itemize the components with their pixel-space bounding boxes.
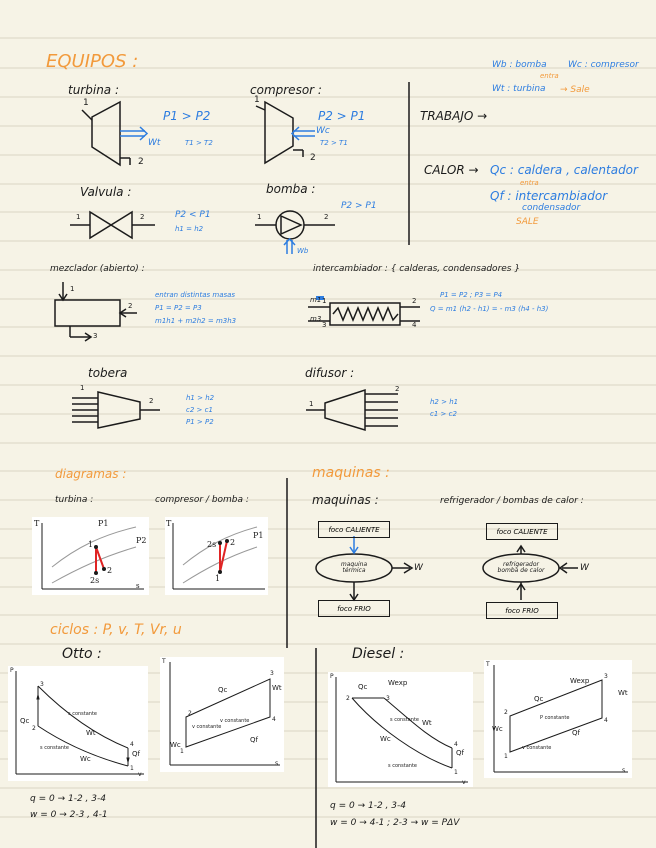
mezclador-note3: m1h1 + m2h2 = m3h3 [155, 317, 237, 325]
diesel-pv-wt: Wt [422, 719, 432, 727]
ts-turbina-axis-t: T [34, 519, 40, 528]
diesel-ts-pt4: 4 [604, 717, 608, 724]
turbina-rel: P1 > P2 [163, 109, 211, 123]
turbina-temp: T1 > T2 [185, 139, 213, 147]
difusor-rel1: h2 > h1 [430, 398, 459, 406]
otto-ts-const-v2: v constante [220, 718, 250, 724]
valvula-rel2: h1 = h2 [175, 225, 204, 233]
intercambiador-n4: 4 [412, 321, 417, 329]
tobera-rel3: P1 > P2 [186, 418, 214, 426]
diesel-q-note: q = 0 → 1-2 , 3-4 [330, 801, 406, 811]
diagramas-turbina: turbina : [55, 495, 94, 505]
calor-label: CALOR → [424, 163, 479, 177]
turbina-title: turbina : [68, 83, 120, 97]
legend-wt-sub: → Sale [560, 85, 590, 95]
otto-ts-axis-t: T [162, 658, 166, 665]
refrig-foco-frio: foco FRIO [486, 602, 558, 619]
diesel-pv-pt4: 4 [454, 741, 458, 748]
ciclos-title: ciclos : P, v, T, Vr, u [50, 622, 182, 638]
diagramas-compresor: compresor / bomba : [155, 495, 249, 505]
refrig-refrigerador: refrigerador bomba de calor [497, 561, 545, 574]
legend-wc: Wc : compresor [568, 60, 639, 70]
refrig-foco-caliente: foco CALIENTE [486, 523, 558, 540]
mezclador-note2: P1 = P2 = P3 [155, 304, 202, 312]
maquinas-sub2: refrigerador / bombas de calor : [440, 496, 584, 506]
otto-ts-wt: Wt [272, 684, 282, 692]
ts-turbina-diagram [32, 517, 149, 595]
difusor-title: difusor : [305, 366, 355, 380]
calor-qc: Qc : caldera , calentador [490, 163, 638, 177]
diesel-pv-axis-v: v [462, 779, 466, 786]
ts-compresor-pt2: 2 [230, 538, 236, 547]
diesel-pv-wexp: Wexp [388, 679, 408, 687]
tobera-n1: 1 [80, 384, 85, 392]
calor-qc-sub: entra [520, 179, 539, 187]
otto-ts-diagram [160, 657, 284, 772]
otto-ts-pt2: 2 [188, 710, 192, 717]
tobera-title: tobera [88, 366, 128, 380]
compresor-rel: P2 > P1 [318, 109, 366, 123]
intercambiador-rel1: P1 = P2 ; P3 = P4 [440, 291, 503, 299]
otto-pv-pt3: 3 [40, 681, 44, 688]
otto-pv-axis-p: P [10, 667, 14, 674]
mezclador-n3: 3 [93, 332, 98, 340]
calor-qf2: condensador [522, 203, 581, 213]
otto-ts-pt3: 3 [270, 670, 274, 677]
ts-turbina-axis-s: s [136, 582, 140, 590]
diesel-ts-axis-s: s [622, 767, 626, 774]
otto-pv-qf: Qf [132, 750, 140, 758]
diesel-ts-diagram [484, 660, 632, 778]
diesel-pv-wc: Wc [380, 735, 391, 743]
diesel-ts-wc: Wc [492, 725, 503, 733]
diesel-w-note: w = 0 → 4-1 ; 2-3 → w = PΔV [330, 818, 460, 828]
otto-pv-wt: Wt [86, 729, 96, 737]
ts-compresor-pt2s: 2s [207, 540, 217, 549]
valvula-n1: 1 [76, 213, 81, 221]
calor-qf: Qf : intercambiador [490, 189, 608, 203]
motor-maquina-termica: maquina térmica [340, 561, 368, 574]
bomba-work: Wb [297, 247, 309, 255]
ts-turbina-p1: P1 [98, 519, 109, 528]
turbina-work: Wt [148, 138, 161, 148]
otto-pv-const-s2: s constante [40, 745, 70, 751]
diesel-pv-axis-p: P [330, 673, 334, 680]
otto-title: Otto : [62, 646, 102, 662]
otto-pv-qc: Qc [20, 717, 30, 725]
turbina-n2: 2 [138, 157, 144, 167]
ts-compresor-pt1: 1 [215, 574, 221, 583]
diesel-ts-pt1: 1 [504, 753, 508, 760]
mezclador-note1: entran distintas masas [155, 291, 236, 299]
bomba-rel: P2 > P1 [341, 201, 377, 211]
tobera-rel1: h1 > h2 [186, 394, 215, 402]
ts-compresor-axis-t: T [166, 519, 172, 528]
diesel-ts-wexp: Wexp [570, 677, 590, 685]
heading-equipos: EQUIPOS : [46, 51, 139, 72]
tobera-n2: 2 [149, 397, 154, 405]
diesel-ts-const-p: P constante [540, 715, 570, 721]
otto-w-note: w = 0 → 2-3 , 4-1 [30, 810, 108, 820]
refrig-w-in: W [580, 563, 589, 573]
otto-ts-const-v: v constante [192, 724, 222, 730]
diesel-ts-wt: Wt [618, 689, 628, 697]
legend-wt: Wt : turbina [492, 84, 546, 94]
diesel-pv-qc: Qc [358, 683, 368, 691]
valvula-title: Valvula : [80, 185, 132, 199]
diesel-pv-pt2: 2 [346, 695, 350, 702]
compresor-temp: T2 > T1 [320, 139, 348, 147]
legend-wb: Wb : bomba [492, 60, 547, 70]
bomba-n1: 1 [257, 213, 262, 221]
bomba-n2: 2 [324, 213, 329, 221]
diesel-ts-pt2: 2 [504, 709, 508, 716]
legend-wb-sub: entra [540, 72, 559, 80]
otto-pv-axis-v: v [138, 771, 142, 778]
motor-foco-frio: foco FRIO [318, 600, 390, 617]
otto-pv-const-s: s constante [68, 711, 98, 717]
diesel-pv-qf: Qf [456, 749, 464, 757]
difusor-n1: 1 [309, 400, 314, 408]
otto-q-note: q = 0 → 1-2 , 3-4 [30, 794, 106, 804]
otto-ts-axis-s: s [275, 760, 279, 767]
intercambiador-n1: 1 [322, 297, 327, 305]
intercambiador-n2: 2 [412, 297, 417, 305]
motor-foco-caliente: foco CALIENTE [318, 521, 390, 538]
diagramas-title: diagramas : [55, 467, 127, 481]
diesel-title: Diesel : [352, 646, 405, 662]
intercambiador-n3: 3 [322, 321, 327, 329]
compresor-n1: 1 [254, 95, 260, 105]
compresor-work: Wc [316, 126, 330, 136]
maquinas-sub1: maquinas : [312, 493, 379, 507]
ts-compresor-p1: P1 [253, 531, 264, 540]
otto-ts-qc: Qc [218, 686, 228, 694]
diesel-pv-pt3: 3 [386, 695, 390, 702]
maquinas-title: maquinas : [312, 465, 390, 481]
trabajo-label: TRABAJO → [420, 109, 488, 123]
diesel-ts-qc: Qc [534, 695, 544, 703]
ts-turbina-pt2: 2 [107, 566, 113, 575]
tobera-rel2: c2 > c1 [186, 406, 213, 414]
otto-pv-pt4: 4 [130, 741, 134, 748]
diesel-pv-const-s: s constante [390, 717, 420, 723]
otto-pv-diagram [8, 666, 148, 781]
mezclador-title: mezclador (abierto) : [50, 264, 145, 274]
intercambiador-m1: m1 [310, 296, 322, 304]
otto-ts-pt1: 1 [180, 748, 184, 755]
intercambiador-rel2: Q = m1 (h2 - h1) = - m3 (h4 - h3) [430, 305, 549, 313]
difusor-rel2: c1 > c2 [430, 410, 457, 418]
intercambiador-title: intercambiador : { calderas, condensadores } [313, 264, 521, 274]
otto-ts-wc: Wc [170, 741, 181, 749]
diesel-ts-axis-t: T [486, 661, 490, 668]
otto-pv-wc: Wc [80, 755, 91, 763]
valvula-rel1: P2 < P1 [175, 210, 211, 220]
diesel-ts-qf: Qf [572, 729, 580, 737]
compresor-n2: 2 [310, 153, 316, 163]
diesel-ts-const-v: v constante [522, 745, 552, 751]
ts-turbina-pt1: 1 [88, 540, 94, 549]
valvula-n2: 2 [140, 213, 145, 221]
diesel-pv-pt1: 1 [454, 769, 458, 776]
bomba-title: bomba : [266, 182, 316, 196]
calor-qf-sub: SALE [516, 217, 539, 227]
difusor-n2: 2 [395, 385, 400, 393]
diesel-pv-diagram [328, 672, 473, 787]
otto-ts-qf: Qf [250, 736, 258, 744]
otto-pv-pt2: 2 [32, 725, 36, 732]
ts-turbina-pt2s: 2s [90, 576, 100, 585]
ts-turbina-p2: P2 [136, 536, 147, 545]
diesel-pv-const-s2: s constante [388, 763, 418, 769]
motor-w-out: W [414, 563, 423, 573]
compresor-title: compresor : [250, 83, 322, 97]
turbina-n1: 1 [83, 98, 89, 108]
otto-pv-pt1: 1 [130, 765, 134, 772]
diesel-ts-pt3: 3 [604, 673, 608, 680]
otto-ts-pt4: 4 [272, 716, 276, 723]
mezclador-n2: 2 [128, 302, 133, 310]
ts-compresor-diagram [165, 517, 268, 595]
mezclador-n1: 1 [70, 285, 75, 293]
intercambiador-m3: m3 [310, 315, 322, 323]
